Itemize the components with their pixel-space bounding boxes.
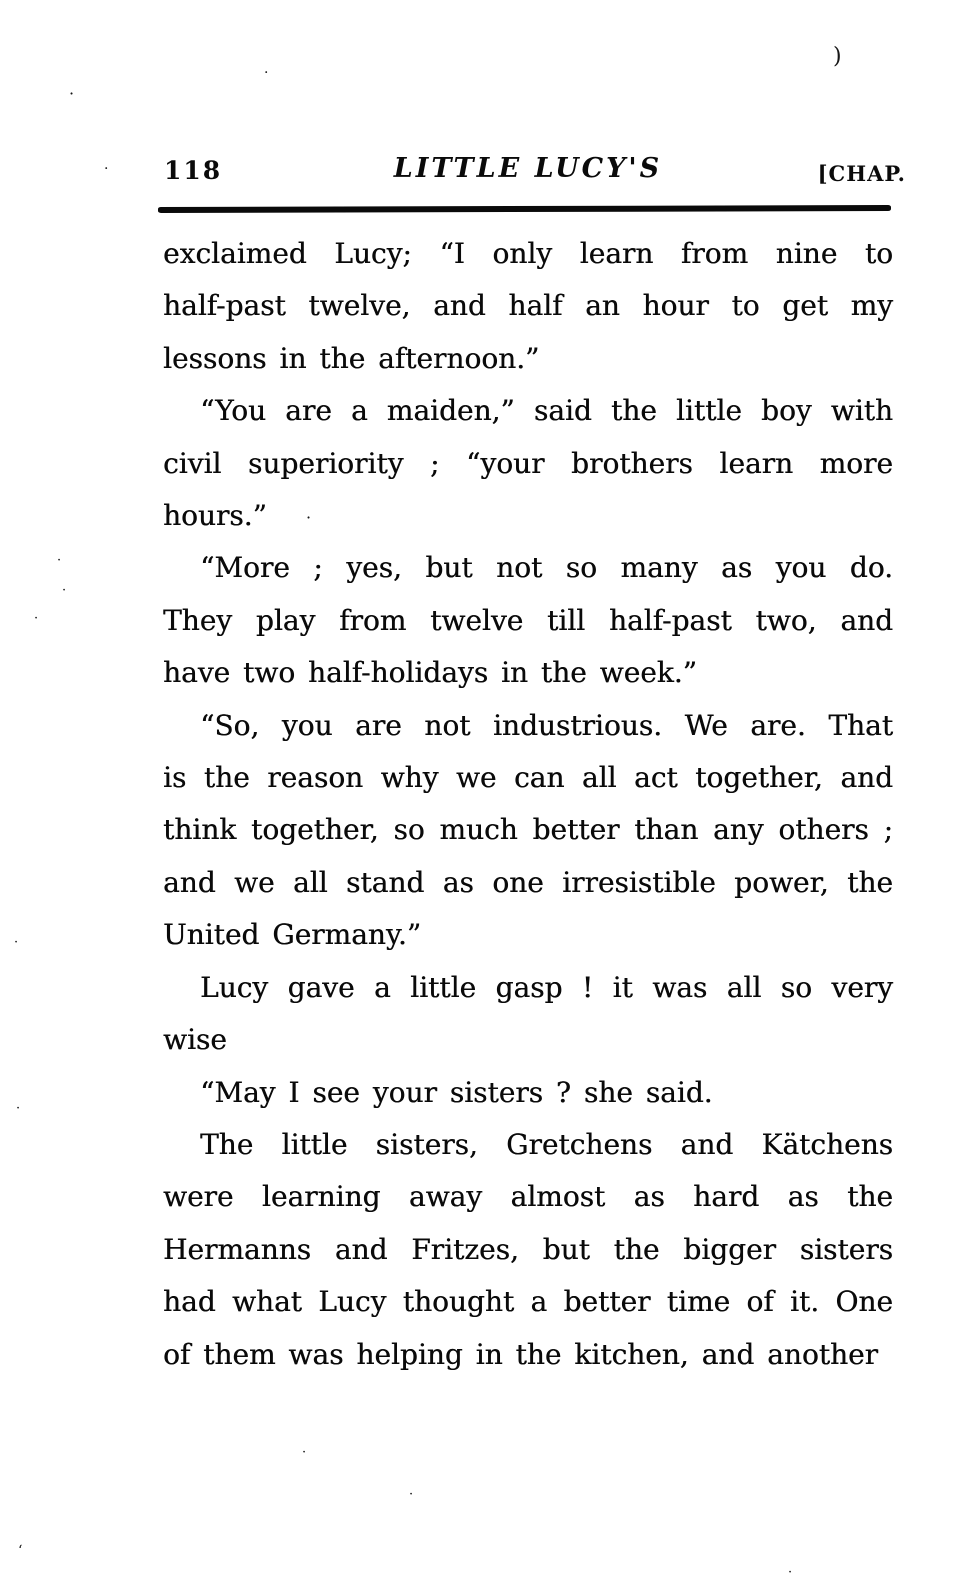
text-line: United Germany.” [163,918,422,952]
scan-speck: · [264,65,269,81]
text-line: The little sisters, Gretchens and Kätchens [200,1127,893,1161]
scan-speck: · [409,1487,414,1502]
header-rule [158,205,891,213]
text-line: hours.” [163,499,267,533]
text-line: Hermanns and Fritzes, but the bigger sisters [163,1232,893,1266]
scan-speck: ‘ [18,1543,23,1559]
scan-speck: · [788,1565,793,1580]
scan-speck: · [34,611,39,626]
scan-speck: · [306,508,312,527]
text-line: They play from twelve till half-past two, and [163,603,893,637]
text-line: “You are a maiden,” said the little boy with [200,394,893,428]
page-body [163,228,893,1381]
text-line: wise [163,1023,227,1057]
scan-speck: · [57,553,62,568]
text-line: exclaimed Lucy; “I only learn from nine to [163,237,893,270]
scan-speck: · [62,583,67,598]
text-line: of them was helping in the kitchen, and another [163,1337,878,1371]
text-line: “May I see your sisters ? she said. [200,1075,713,1109]
text-line: is the reason why we can all act together, and [163,761,893,795]
text-line: half-past twelve, and half an hour to get my [163,289,893,323]
scan-speck: · [14,935,19,950]
scan-speck: · [16,1101,21,1116]
text-line: lessons in the afternoon.” [163,341,540,375]
text-line: were learning away almost as hard as the [163,1180,893,1214]
text-line: civil superiority ; “your brothers learn more [163,446,893,480]
text-line: and we all stand as one irresistible power, the [163,865,893,899]
page-number: 118 [164,156,223,185]
text-line: think together, so much better than any others ; [163,813,893,847]
text-line: “More ; yes, but not so many as you do. [200,551,893,585]
text-line: Lucy gave a little gasp ! it was all so very [200,970,893,1004]
text-line: had what Lucy thought a better time of it. One [163,1285,893,1319]
scan-speck: · [69,84,75,103]
scan-speck: · [302,1445,307,1460]
chapter-marker: [CHAP. [817,161,906,186]
running-title: LITTLE LUCY'S [393,153,663,184]
scan-speck: · [104,161,109,177]
text-line: have two half-holidays in the week.” [163,656,697,690]
text-line: “So, you are not industrious. We are. That [200,708,893,742]
scan-speck: ) [833,44,842,69]
